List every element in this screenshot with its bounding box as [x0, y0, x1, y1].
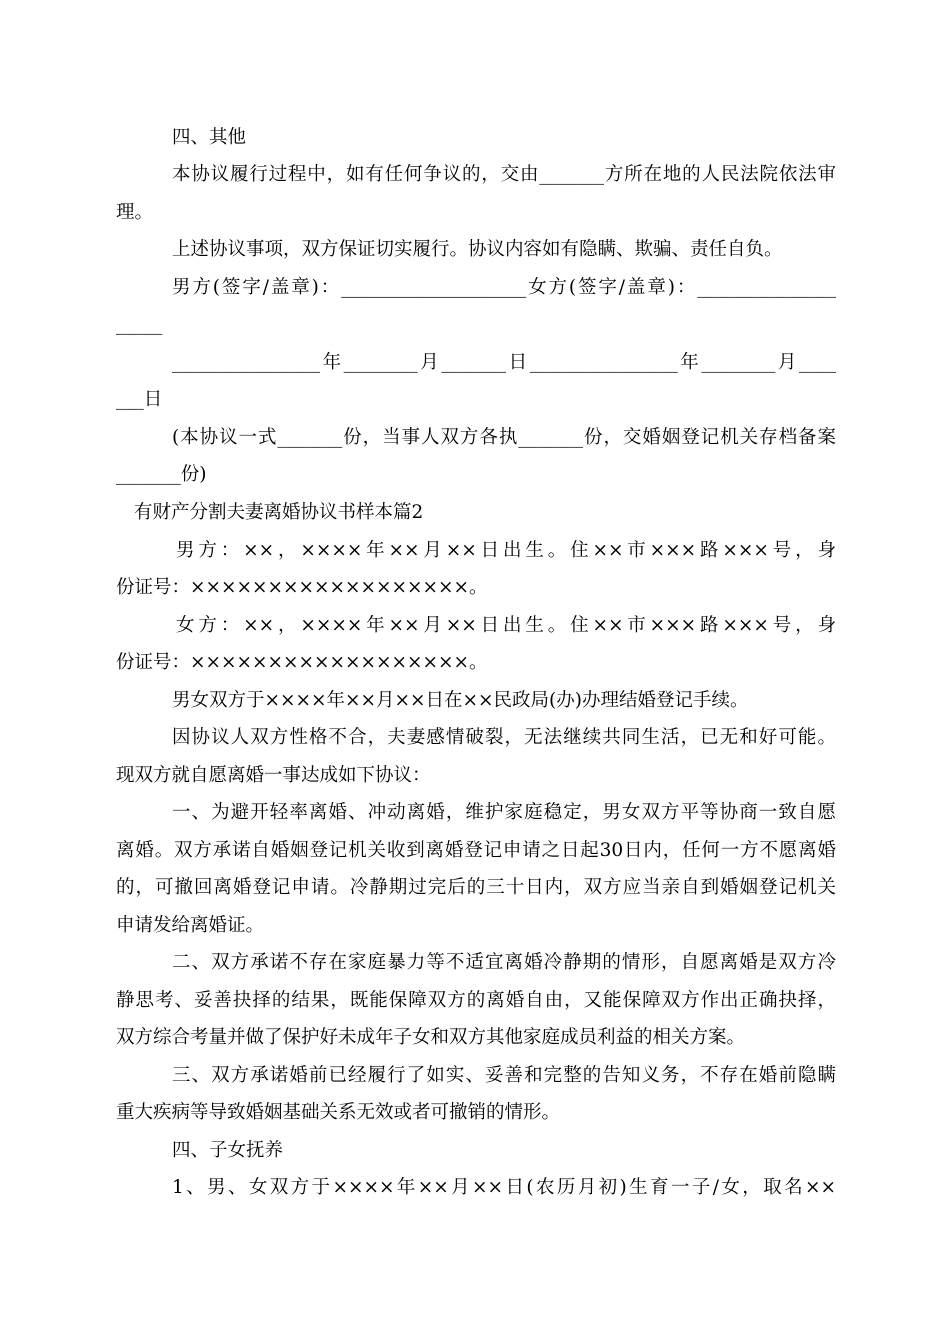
doc-line-15: 份证号：××××××××××××××××××。	[116, 652, 488, 673]
doc-line-10: _______份)	[116, 464, 207, 485]
doc-line-8: ___日	[116, 389, 163, 410]
doc-line-17: 因协议人双方性格不合，夫妻感情破裂，无法继续共同生活，已无和好可能。	[172, 727, 836, 748]
doc-line-23: 二、双方承诺不存在家庭暴力等不适宜离婚冷静期的情形，自愿离婚是双方冷	[172, 952, 836, 973]
doc-line-2: 本协议履行过程中，如有任何争议的，交由_______方所在地的人民法院依法审	[172, 164, 836, 185]
doc-line-5: 男方(签字/盖章)：____________________女方(签字/盖章)：_______________	[172, 277, 836, 298]
doc-line-3: 理。	[116, 202, 154, 223]
doc-line-14: 女方：××，××××年××月××日出生。住××市×××路×××号，身	[176, 615, 836, 636]
doc-line-22: 申请发给离婚证。	[116, 915, 265, 936]
doc-line-6: _____	[116, 314, 163, 335]
doc-line-28: 四、子女抚养	[172, 1140, 284, 1161]
doc-line-24: 静思考、妥善抉择的结果，既能保障双方的离婚自由，又能保障双方作出正确抉择，	[116, 990, 836, 1011]
doc-line-19: 一、为避开轻率离婚、冲动离婚，维护家庭稳定，男女双方平等协商一致自愿	[172, 802, 836, 823]
doc-line-7: ________________年________月_______日________________年________月____	[172, 352, 836, 373]
doc-line-26: 三、双方承诺婚前已经履行了如实、妥善和完整的告知义务，不存在婚前隐瞒	[172, 1065, 836, 1086]
doc-line-25: 双方综合考量并做了保护好未成年子女和双方其他家庭成员利益的相关方案。	[116, 1027, 746, 1048]
doc-line-12: 男方：××，××××年××月××日出生。住××市×××路×××号，身	[176, 540, 836, 561]
doc-line-11: 有财产分割夫妻离婚协议书样本篇2	[134, 502, 424, 523]
doc-line-29: 1、男、女双方于××××年××月××日(农历月初)生育一子/女，取名××	[172, 1177, 836, 1198]
doc-line-21: 的，可撤回离婚登记申请。冷静期过完后的三十日内，双方应当亲自到婚姻登记机关	[116, 877, 836, 898]
doc-line-1: 四、其他	[172, 127, 247, 148]
doc-line-4: 上述协议事项，双方保证切实履行。协议内容如有隐瞒、欺骗、责任自负。	[172, 239, 783, 260]
doc-line-13: 份证号：××××××××××××××××××。	[116, 577, 488, 598]
doc-line-27: 重大疾病等导致婚姻基础关系无效或者可撤销的情形。	[116, 1102, 561, 1123]
doc-line-18: 现双方就自愿离婚一事达成如下协议：	[116, 765, 431, 786]
doc-line-16: 男女双方于××××年××月××日在××民政局(办)办理结婚登记手续。	[172, 690, 749, 711]
doc-line-9: (本协议一式_______份，当事人双方各执_______份，交婚姻登记机关存档备案	[172, 427, 836, 448]
doc-line-20: 离婚。双方承诺自婚姻登记机关收到离婚登记申请之日起30日内，任何一方不愿离婚	[116, 840, 836, 861]
